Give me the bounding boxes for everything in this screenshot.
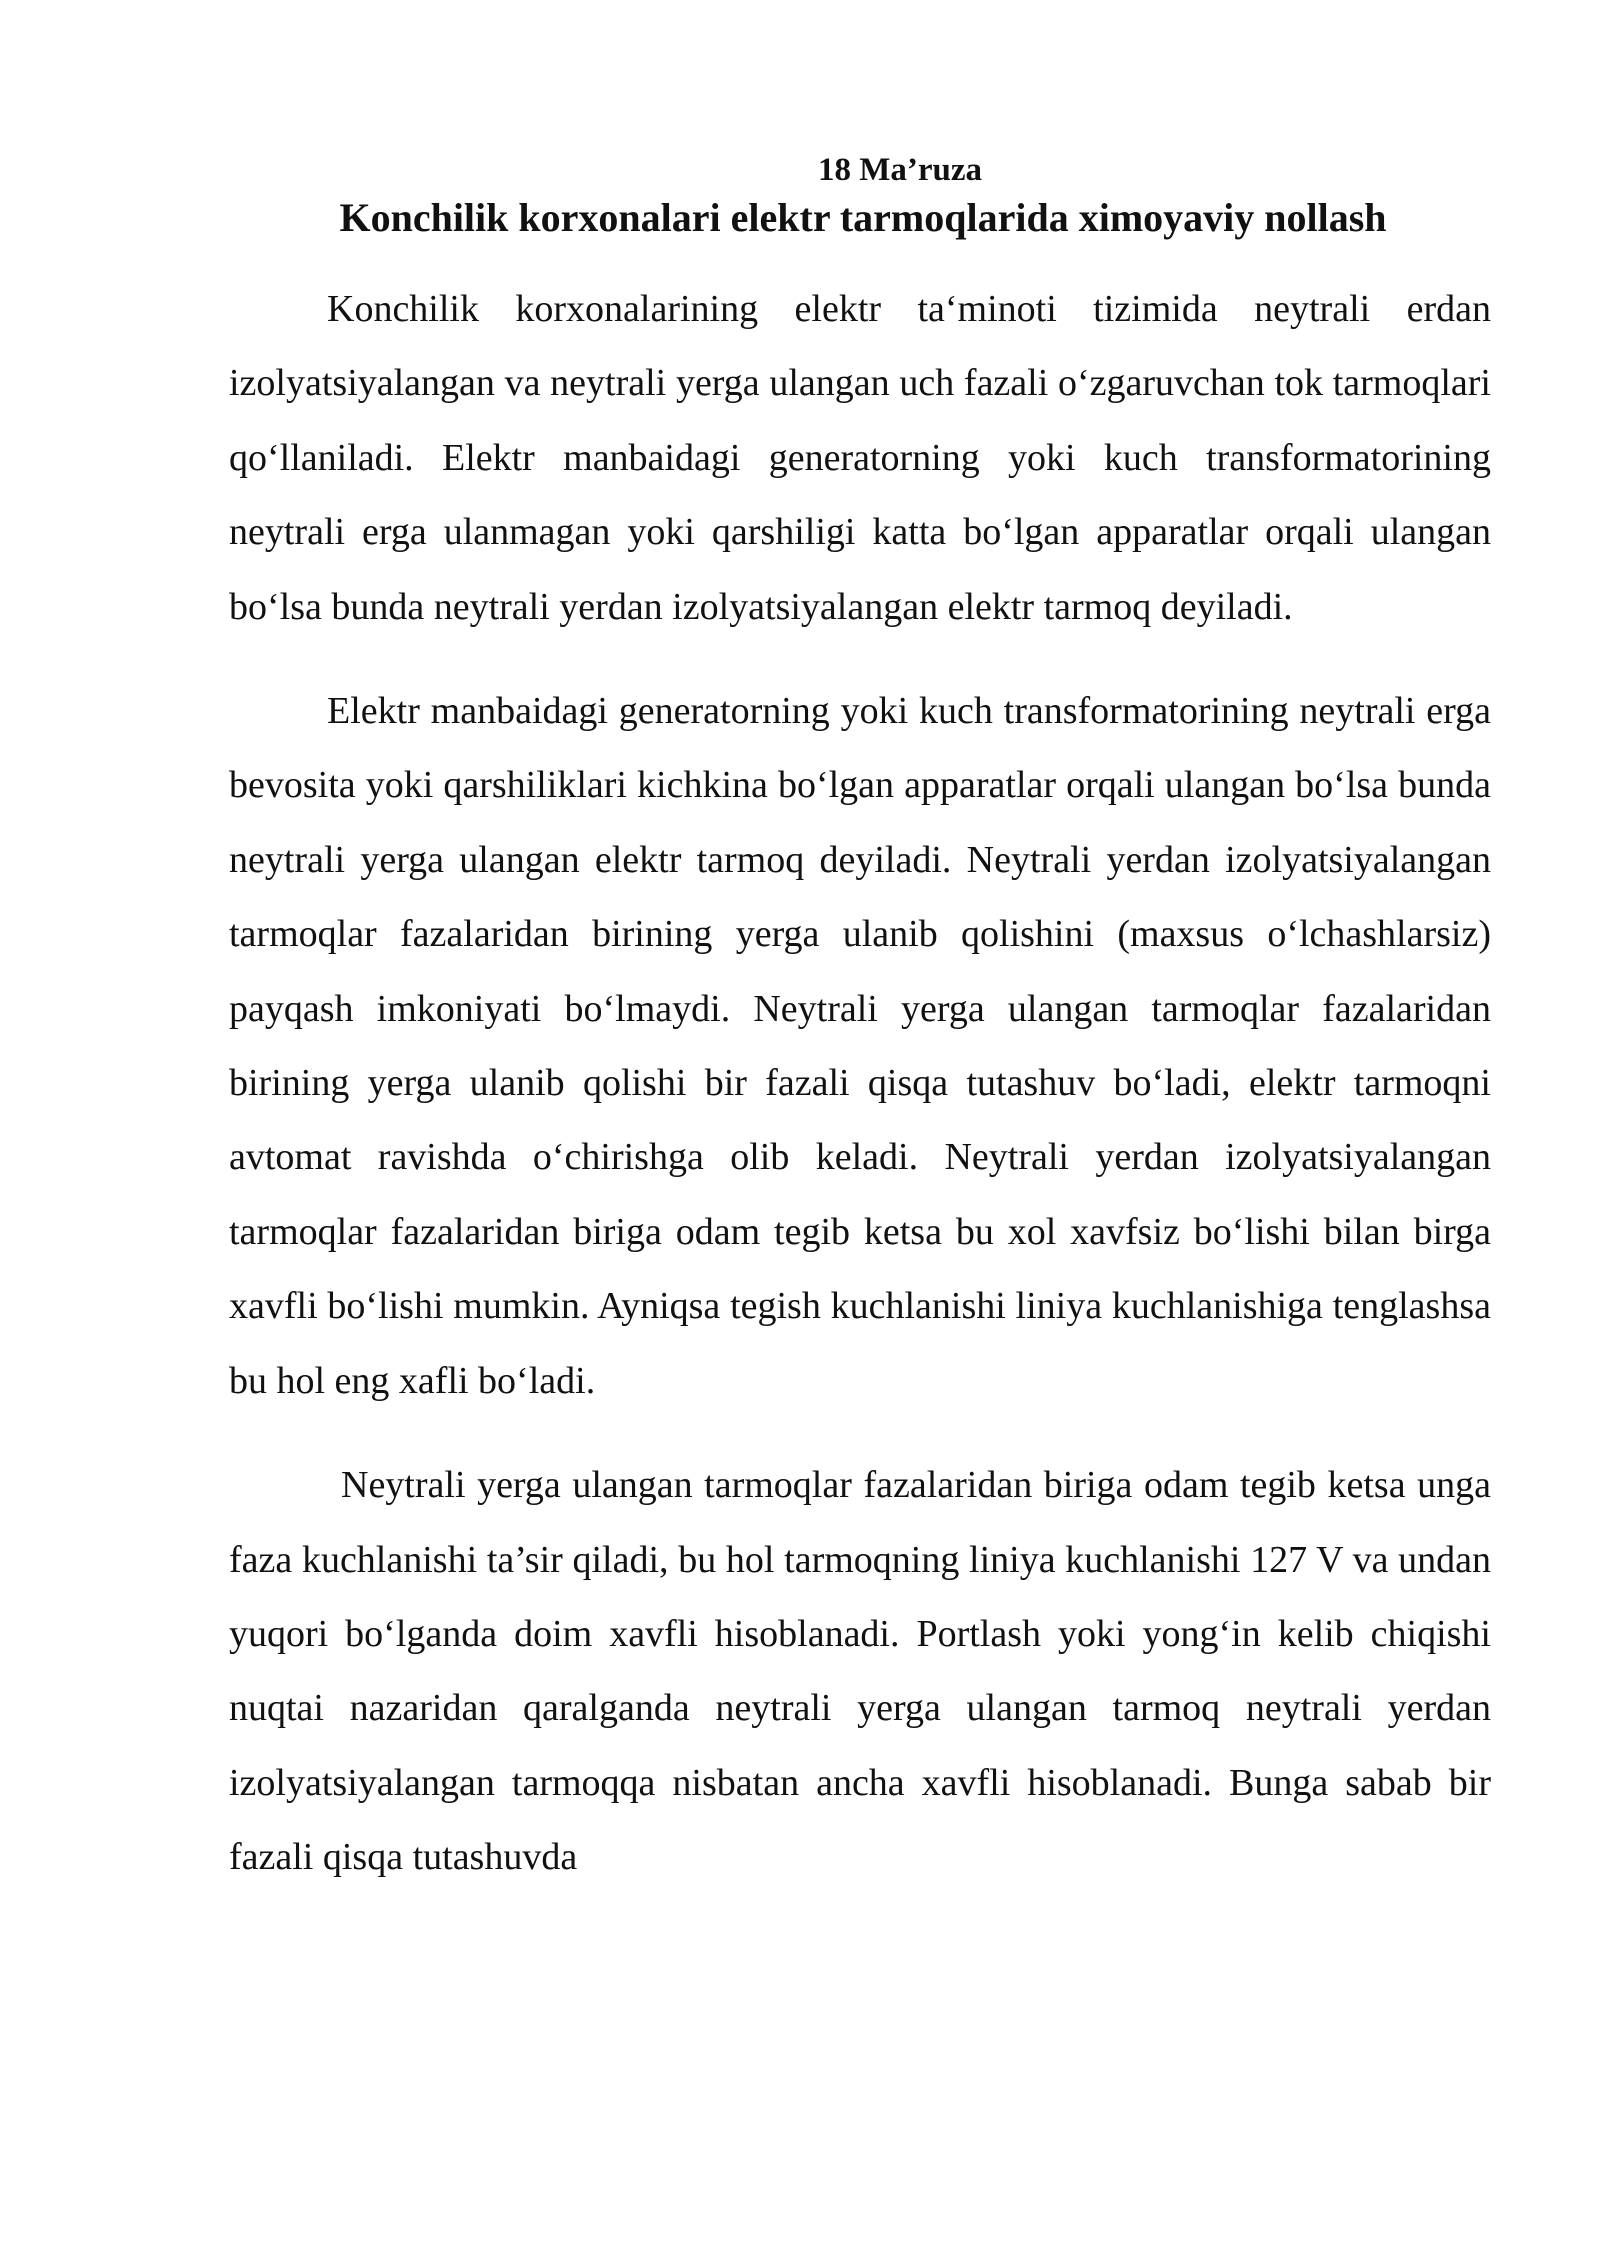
lecture-title: Konchilik korxonalari elektr tarmoqlarida ximoyaviy nollash <box>339 195 1387 240</box>
paragraph-1: Konchilik korxonalarining elektr ta‘minoti tizimida neytrali erdan izolyatsiyalangan va neytrali yerga ulangan uch fazali o‘zgaruvchan tok tarmoqlari qo‘llaniladi. Elektr manbaidagi generatorning yoki kuch transformatorining neytrali erga ulanmagan yoki qarshiligi katta bo‘lgan apparatlar orqali ulangan bo‘lsa bunda neytrali yerdan izolyatsiyalangan elektr tarmoq deyiladi. <box>229 288 1491 628</box>
paragraph-2: Elektr manbaidagi generatorning yoki kuch transformatorining neytrali erga bevosita yoki qarshiliklari kichkina bo‘lgan apparatlar orqali ulangan bo‘lsa bunda neytrali yerga ulangan elektr tarmoq deyiladi. Neytrali yerdan izolyatsiyalangan tarmoqlar fazalaridan birining yerga ulanib qolishini (maxsus o‘lchashlarsiz) payqash imkoniyati bo‘lmaydi. Neytrali yerga ulangan tarmoqlar fazalaridan birining yerga ulanib qolishi bir fazali qisqa tutashuv bo‘ladi, elektr tarmoqni avtomat ravishda o‘chirishga olib keladi. Neytrali yerdan izolyatsiyalangan tarmoqlar fazalaridan biriga odam tegib ketsa bu xol xavfsiz bo‘lishi bilan birga xavfli bo‘lishi mumkin. Ayniqsa tegish kuchlanishi liniya kuchlanishiga tenglashsa bu hol eng xafli bo‘ladi. <box>229 690 1491 1402</box>
document-page <box>229 150 1491 1925</box>
lecture-number: 18 Ma’ruza <box>817 152 983 188</box>
paragraph-3: Neytrali yerga ulangan tarmoqlar fazalaridan biriga odam tegib ketsa unga faza kuchlanishi ta’sir qiladi, bu hol tarmoqning liniya kuchlanishi 127 V va undan yuqori bo‘lganda doim xavfli hisoblanadi. Portlash yoki yong‘in kelib chiqishi nuqtai nazaridan qaralganda neytrali yerga ulangan tarmoq neytrali yerdan izolyatsiyalangan tarmoqqa nisbatan ancha xavfli hisoblanadi. Bunga sabab bir fazali qisqa tutashuvda <box>229 1464 1491 1879</box>
